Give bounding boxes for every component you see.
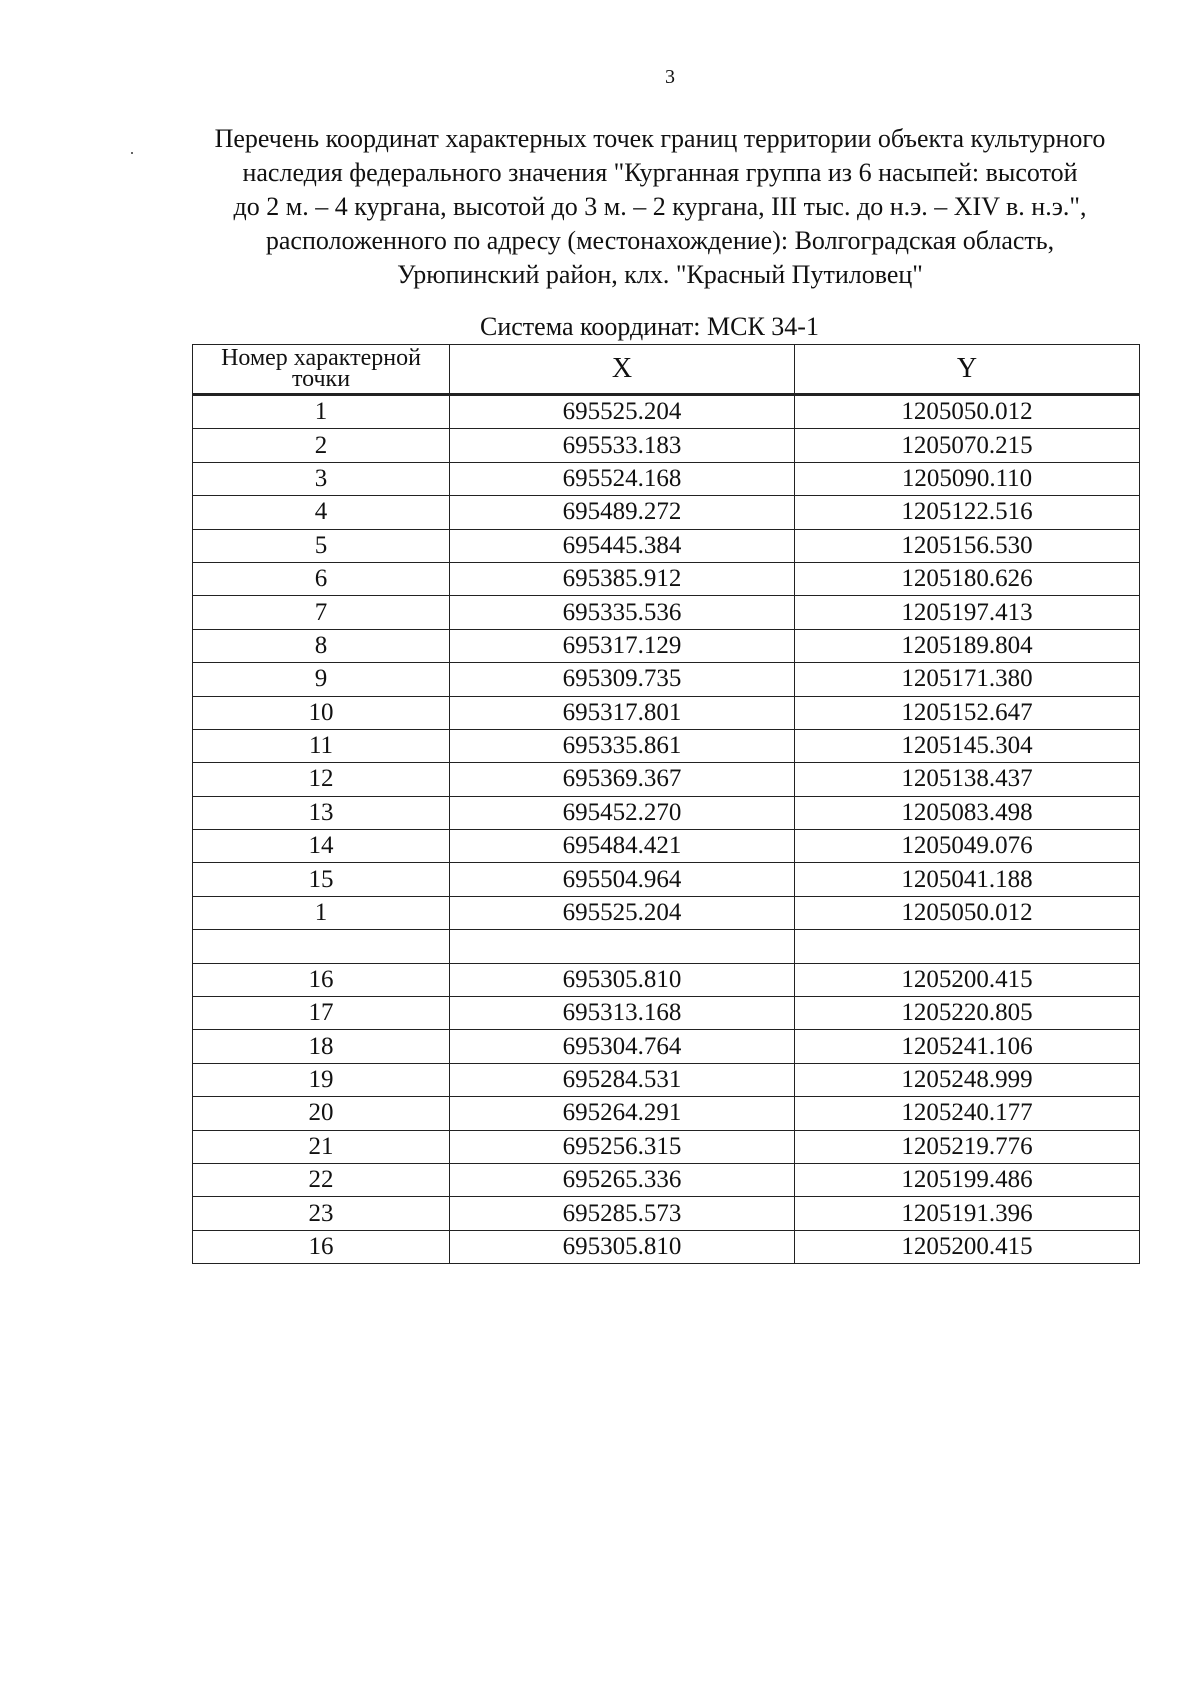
cell-y: 1205083.498	[795, 796, 1140, 829]
header-point-line1: Номер характерной	[221, 345, 421, 371]
table-row	[193, 1230, 1140, 1263]
cell-point-number: 4	[193, 496, 450, 529]
cell-y: 1205200.415	[795, 963, 1140, 996]
cell-y: 1205248.999	[795, 1063, 1140, 1096]
cell-point-number: 22	[193, 1163, 450, 1196]
title-line: наследия федерального значения "Курганная группа из 6 насыпей: высотой	[242, 158, 1078, 187]
cell-point-number: 19	[193, 1063, 450, 1096]
scan-speck	[131, 152, 133, 154]
cell-y: 1205241.106	[795, 1030, 1140, 1063]
title-line: Урюпинский район, клх. "Красный Путиловец"	[397, 260, 923, 289]
cell-y: 1205220.805	[795, 997, 1140, 1030]
header-x: X	[450, 345, 795, 395]
cell-x: 695533.183	[450, 429, 795, 462]
cell-y: 1205199.486	[795, 1163, 1140, 1196]
cell-y: 1205050.012	[795, 395, 1140, 429]
cell-y: 1205240.177	[795, 1097, 1140, 1130]
header-y: Y	[795, 345, 1140, 395]
table-row	[193, 1030, 1140, 1063]
cell-x: 695524.168	[450, 462, 795, 495]
cell-point-number: 11	[193, 729, 450, 762]
cell-y: 1205197.413	[795, 596, 1140, 629]
cell-x: 695525.204	[450, 896, 795, 929]
page-number: 3	[665, 66, 675, 88]
cell-point-number: 10	[193, 696, 450, 729]
cell-point-number	[193, 930, 450, 963]
cell-x: 695265.336	[450, 1163, 795, 1196]
cell-point-number: 14	[193, 830, 450, 863]
cell-x: 695445.384	[450, 529, 795, 562]
table-row	[193, 596, 1140, 629]
table-row	[193, 930, 1140, 963]
table-row	[193, 696, 1140, 729]
cell-point-number: 15	[193, 863, 450, 896]
cell-x: 695525.204	[450, 395, 795, 429]
cell-point-number: 20	[193, 1097, 450, 1130]
cell-point-number: 12	[193, 763, 450, 796]
cell-x: 695369.367	[450, 763, 795, 796]
cell-point-number: 18	[193, 1030, 450, 1063]
cell-x: 695385.912	[450, 562, 795, 595]
cell-x: 695305.810	[450, 963, 795, 996]
cell-point-number: 17	[193, 997, 450, 1030]
cell-y: 1205070.215	[795, 429, 1140, 462]
table-row	[193, 796, 1140, 829]
document-title	[180, 122, 1140, 292]
table-row	[193, 763, 1140, 796]
cell-y: 1205191.396	[795, 1197, 1140, 1230]
cell-x: 695285.573	[450, 1197, 795, 1230]
coordinate-system-caption: Система координат: МСК 34-1	[480, 312, 819, 341]
cell-y: 1205041.188	[795, 863, 1140, 896]
cell-x: 695504.964	[450, 863, 795, 896]
cell-point-number: 7	[193, 596, 450, 629]
cell-y: 1205050.012	[795, 896, 1140, 929]
cell-y: 1205152.647	[795, 696, 1140, 729]
table-row	[193, 729, 1140, 762]
title-line: Перечень координат характерных точек границ территории объекта культурного	[214, 124, 1106, 153]
table-row	[193, 1097, 1140, 1130]
table-row	[193, 629, 1140, 662]
cell-x: 695317.129	[450, 629, 795, 662]
cell-point-number: 13	[193, 796, 450, 829]
table-row	[193, 429, 1140, 462]
cell-x: 695489.272	[450, 496, 795, 529]
table-row	[193, 395, 1140, 429]
cell-point-number: 2	[193, 429, 450, 462]
title-line: расположенного по адресу (местонахождение): Волгоградская область,	[265, 226, 1055, 255]
cell-y: 1205145.304	[795, 729, 1140, 762]
cell-point-number: 3	[193, 462, 450, 495]
table-row	[193, 663, 1140, 696]
table-row	[193, 1197, 1140, 1230]
cell-x: 695313.168	[450, 997, 795, 1030]
cell-x: 695309.735	[450, 663, 795, 696]
cell-point-number: 6	[193, 562, 450, 595]
cell-y: 1205090.110	[795, 462, 1140, 495]
cell-x: 695335.861	[450, 729, 795, 762]
cell-point-number: 1	[193, 896, 450, 929]
cell-x: 695317.801	[450, 696, 795, 729]
table-row	[193, 896, 1140, 929]
cell-x: 695335.536	[450, 596, 795, 629]
table-row	[193, 462, 1140, 495]
cell-y: 1205049.076	[795, 830, 1140, 863]
cell-point-number: 16	[193, 963, 450, 996]
cell-y: 1205138.437	[795, 763, 1140, 796]
cell-point-number: 5	[193, 529, 450, 562]
cell-y: 1205156.530	[795, 529, 1140, 562]
cell-point-number: 16	[193, 1230, 450, 1263]
cell-x: 695256.315	[450, 1130, 795, 1163]
table-row	[193, 1163, 1140, 1196]
cell-x: 695452.270	[450, 796, 795, 829]
table-row	[193, 529, 1140, 562]
table-header-row	[193, 345, 1140, 395]
cell-y: 1205219.776	[795, 1130, 1140, 1163]
cell-x: 695484.421	[450, 830, 795, 863]
cell-y: 1205122.516	[795, 496, 1140, 529]
header-point-line2: точки	[291, 366, 351, 392]
cell-y: 1205200.415	[795, 1230, 1140, 1263]
cell-x	[450, 930, 795, 963]
cell-y: 1205171.380	[795, 663, 1140, 696]
table-row	[193, 1063, 1140, 1096]
cell-x: 695264.291	[450, 1097, 795, 1130]
cell-x: 695305.810	[450, 1230, 795, 1263]
table-row	[193, 997, 1140, 1030]
table-row	[193, 496, 1140, 529]
table-row	[193, 863, 1140, 896]
header-point-number	[193, 345, 450, 395]
cell-point-number: 23	[193, 1197, 450, 1230]
cell-point-number: 21	[193, 1130, 450, 1163]
cell-point-number: 9	[193, 663, 450, 696]
coordinates-table	[192, 344, 1140, 1264]
table-row	[193, 1130, 1140, 1163]
table-row	[193, 963, 1140, 996]
cell-point-number: 1	[193, 395, 450, 429]
cell-x: 695304.764	[450, 1030, 795, 1063]
cell-y	[795, 930, 1140, 963]
cell-y: 1205180.626	[795, 562, 1140, 595]
cell-x: 695284.531	[450, 1063, 795, 1096]
table-row	[193, 562, 1140, 595]
table-row	[193, 830, 1140, 863]
cell-point-number: 8	[193, 629, 450, 662]
title-line: до 2 м. – 4 кургана, высотой до 3 м. – 2 кургана, III тыс. до н.э. – XIV в. н.э.",	[233, 192, 1087, 221]
cell-y: 1205189.804	[795, 629, 1140, 662]
